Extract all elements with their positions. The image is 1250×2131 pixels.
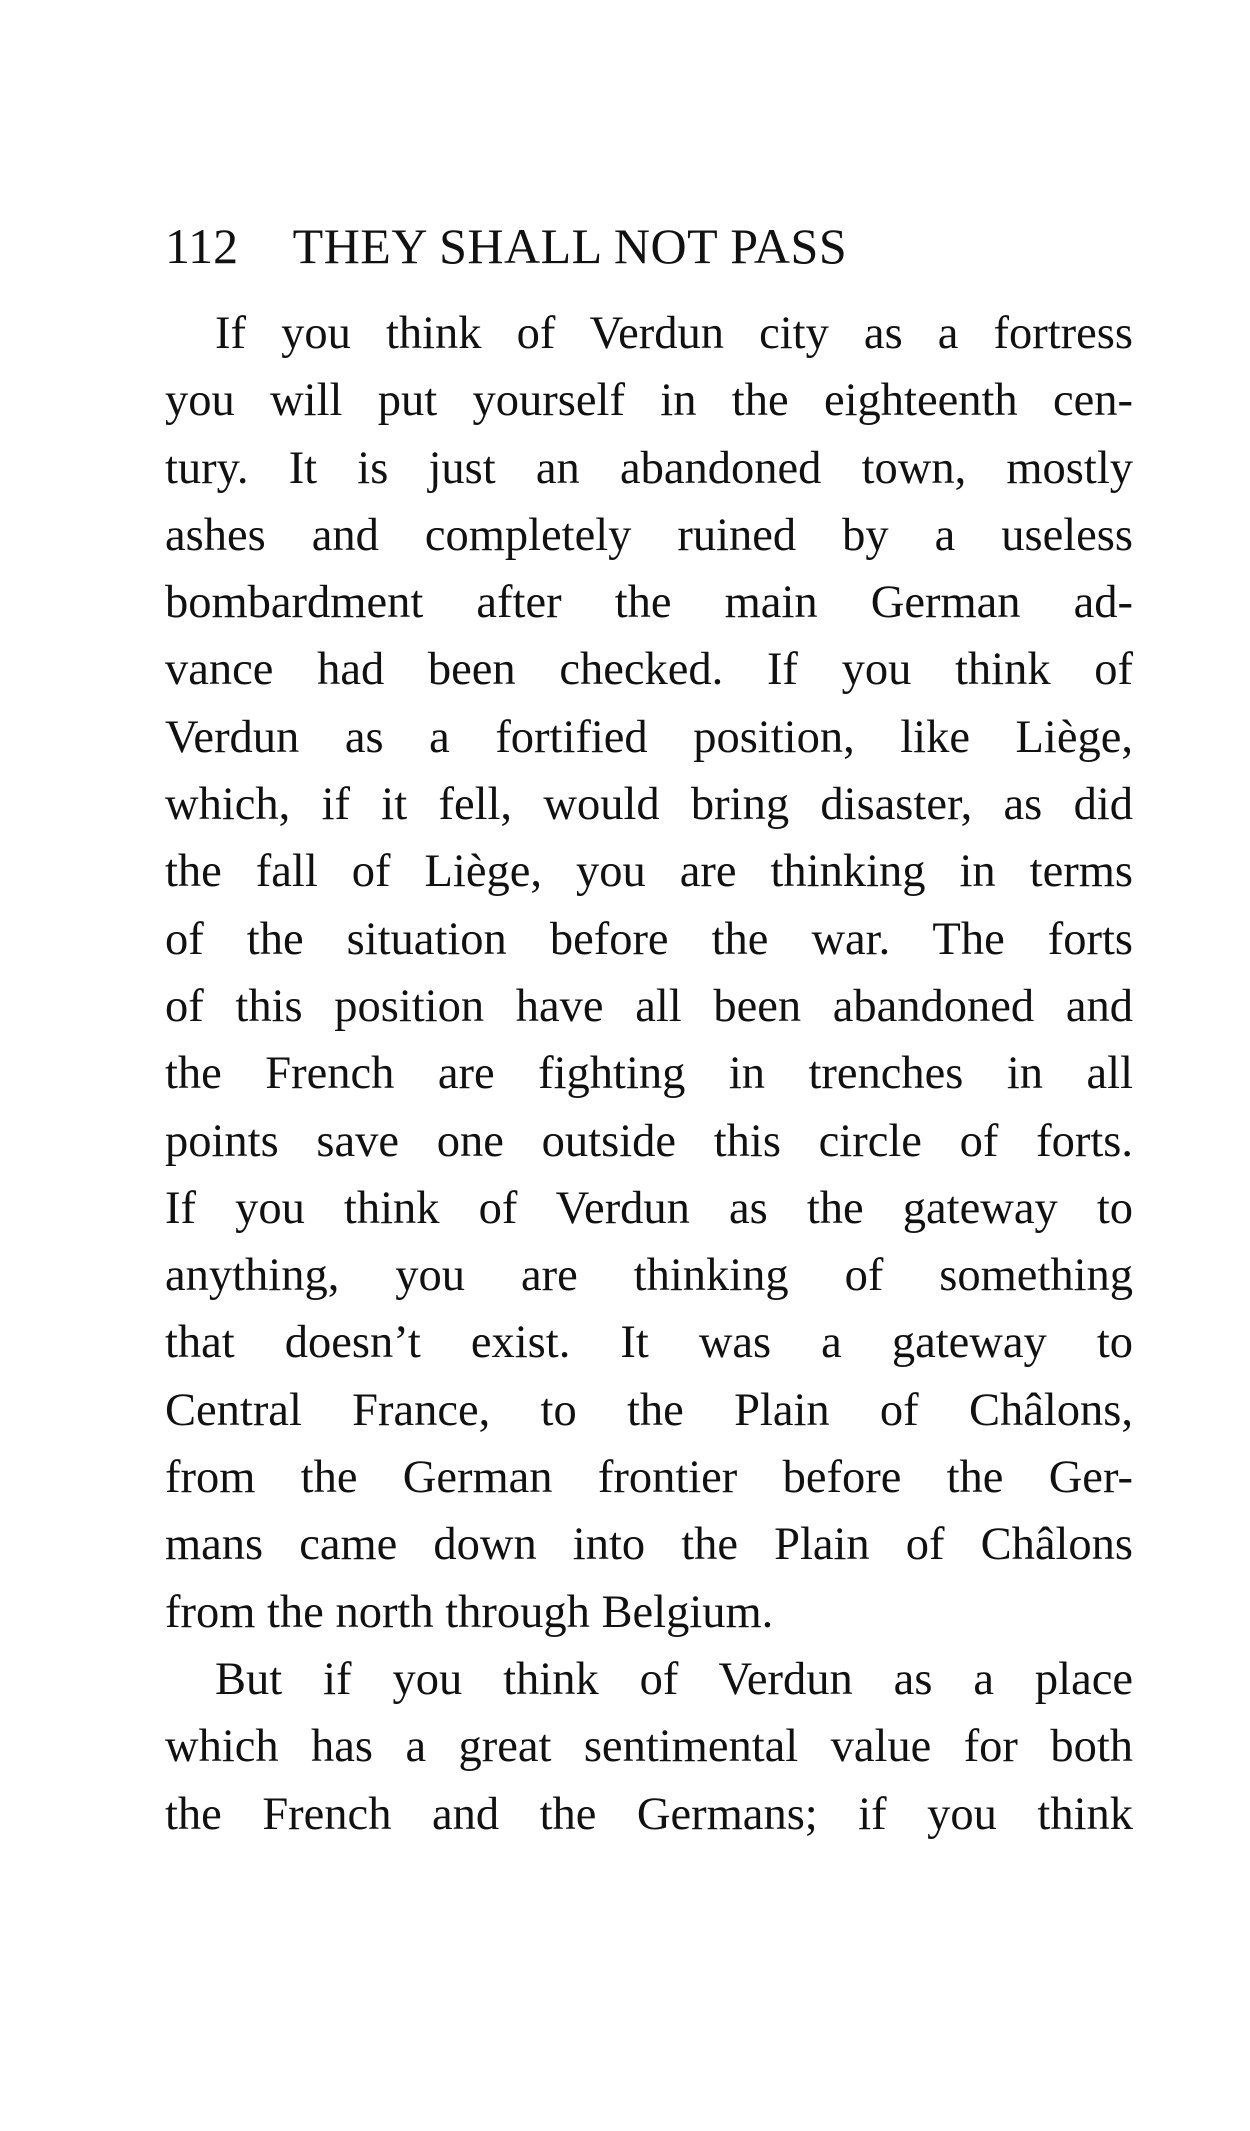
text-line: from the German frontier before the Ger- <box>165 1452 1133 1504</box>
text-line: tury. It is just an abandoned town, mostly <box>165 442 1133 494</box>
paragraph <box>165 300 1133 1646</box>
running-head <box>165 216 1135 276</box>
text-line: bombardment after the main German ad- <box>165 577 1133 629</box>
text-line: of the situation before the war. The forts <box>165 913 1133 965</box>
page-number: 112 <box>165 218 239 274</box>
paragraph <box>165 1646 1133 1848</box>
text-line: of this position have all been abandoned and <box>165 980 1133 1032</box>
body-text <box>165 300 1133 1848</box>
text-line: the fall of Liège, you are thinking in terms <box>165 846 1133 898</box>
text-line: But if you think of Verdun as a place <box>215 1653 1133 1705</box>
text-line: anything, you are thinking of something <box>165 1250 1133 1302</box>
text-line: the French are fighting in trenches in all <box>165 1048 1133 1100</box>
text-line: Verdun as a fortified position, like Liège, <box>165 711 1133 763</box>
text-line: that doesn’t exist. It was a gateway to <box>165 1317 1133 1369</box>
text-line: which, if it fell, would bring disaster, as did <box>165 779 1133 831</box>
running-title: THEY SHALL NOT PASS <box>292 218 848 274</box>
text-line: you will put yourself in the eighteenth cen- <box>165 375 1133 427</box>
text-line: If you think of Verdun city as a fortress <box>215 308 1133 359</box>
text-line: which has a great sentimental value for both <box>165 1721 1133 1773</box>
text-line: the French and the Germans; if you think <box>165 1788 1133 1840</box>
text-line: Central France, to the Plain of Châlons, <box>165 1384 1133 1436</box>
text-line: vance had been checked. If you think of <box>165 644 1133 696</box>
text-line: points save one outside this circle of forts. <box>165 1115 1133 1167</box>
text-line: from the north through Belgium. <box>165 1586 774 1638</box>
text-line: If you think of Verdun as the gateway to <box>165 1182 1133 1234</box>
text-line: ashes and completely ruined by a useless <box>165 509 1133 561</box>
text-line: mans came down into the Plain of Châlons <box>165 1519 1133 1571</box>
